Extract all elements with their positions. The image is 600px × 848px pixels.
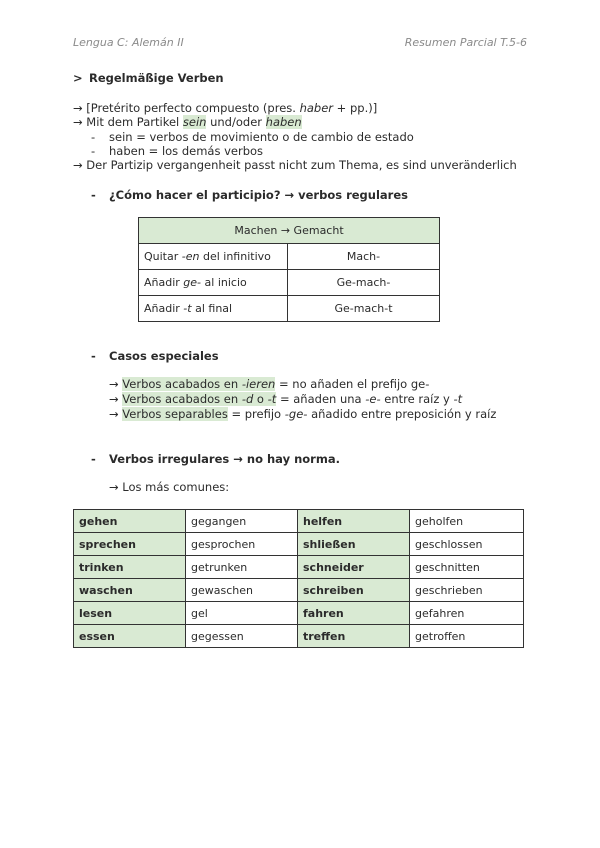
verb-cell: helfen [298, 510, 410, 533]
intro-bullet-2: haben = los demás verbos [109, 144, 264, 158]
participle-cell: geholfen [410, 510, 524, 533]
section-marker: > [73, 71, 83, 85]
participle-cell: gewaschen [186, 579, 298, 602]
participio-table-header: Machen → Gemacht [139, 218, 440, 244]
rule-cell: Añadir -t al final [139, 296, 288, 322]
bullet-dash: - [91, 188, 96, 202]
verb-cell: schreiben [298, 579, 410, 602]
especiales-heading: Casos especiales [109, 349, 219, 363]
intro-line-3: → Der Partizip vergangenheit passt nicht zum Thema, es sind unveränderlich [73, 158, 517, 172]
participle-cell: gegessen [186, 625, 298, 648]
participle-cell: gesprochen [186, 533, 298, 556]
table-row [139, 244, 440, 270]
verb-cell: treffen [298, 625, 410, 648]
verb-cell: fahren [298, 602, 410, 625]
rule-cell: Quitar -en del infinitivo [139, 244, 288, 270]
participle-cell: getrunken [186, 556, 298, 579]
bullet-dash: - [91, 349, 96, 363]
table-row [139, 270, 440, 296]
participle-cell: getroffen [410, 625, 524, 648]
table-row [74, 625, 524, 648]
bullet-dash: - [91, 130, 96, 144]
table-row [74, 533, 524, 556]
intro-line-2: → Mit dem Partikel sein und/oder haben [73, 115, 302, 129]
bullet-dash: - [91, 144, 96, 158]
header-left: Lengua C: Alemán II [73, 36, 184, 49]
table-row [74, 579, 524, 602]
especial-case-3: → Verbos separables = prefijo -ge- añadido entre preposición y raíz [109, 407, 497, 421]
result-cell: Mach- [288, 244, 440, 270]
result-cell: Ge-mach- [288, 270, 440, 296]
intro-line-1: → [Pretérito perfecto compuesto (pres. haber + pp.)] [73, 101, 378, 115]
verb-cell: waschen [74, 579, 186, 602]
rule-cell: Añadir ge- al inicio [139, 270, 288, 296]
verb-cell: sprechen [74, 533, 186, 556]
intro-bullet-1: sein = verbos de movimiento o de cambio de estado [109, 130, 414, 144]
table-row [74, 510, 524, 533]
header-right: Resumen Parcial T.5-6 [404, 36, 527, 49]
bullet-dash: - [91, 452, 96, 466]
verb-cell: shließen [298, 533, 410, 556]
irregulares-heading: Verbos irregulares → no hay norma. [109, 452, 340, 466]
irregulares-sub: → Los más comunes: [109, 480, 230, 494]
participle-cell: geschlossen [410, 533, 524, 556]
participle-cell: gegangen [186, 510, 298, 533]
table-row [139, 296, 440, 322]
participle-cell: geschrieben [410, 579, 524, 602]
verb-cell: gehen [74, 510, 186, 533]
participio-table [138, 217, 440, 322]
participle-cell: gefahren [410, 602, 524, 625]
participle-cell: geschnitten [410, 556, 524, 579]
section-title: Regelmäßige Verben [89, 71, 224, 85]
verb-cell: lesen [74, 602, 186, 625]
table-row [74, 556, 524, 579]
table-row [74, 602, 524, 625]
irregulares-table [73, 509, 524, 648]
participio-heading: ¿Cómo hacer el participio? → verbos regulares [109, 188, 408, 202]
verb-cell: schneider [298, 556, 410, 579]
verb-cell: essen [74, 625, 186, 648]
result-cell: Ge-mach-t [288, 296, 440, 322]
participle-cell: gel [186, 602, 298, 625]
especial-case-2: → Verbos acabados en -d o -t = añaden una -e- entre raíz y -t [109, 392, 463, 406]
verb-cell: trinken [74, 556, 186, 579]
especial-case-1: → Verbos acabados en -ieren = no añaden el prefijo ge- [109, 377, 430, 391]
